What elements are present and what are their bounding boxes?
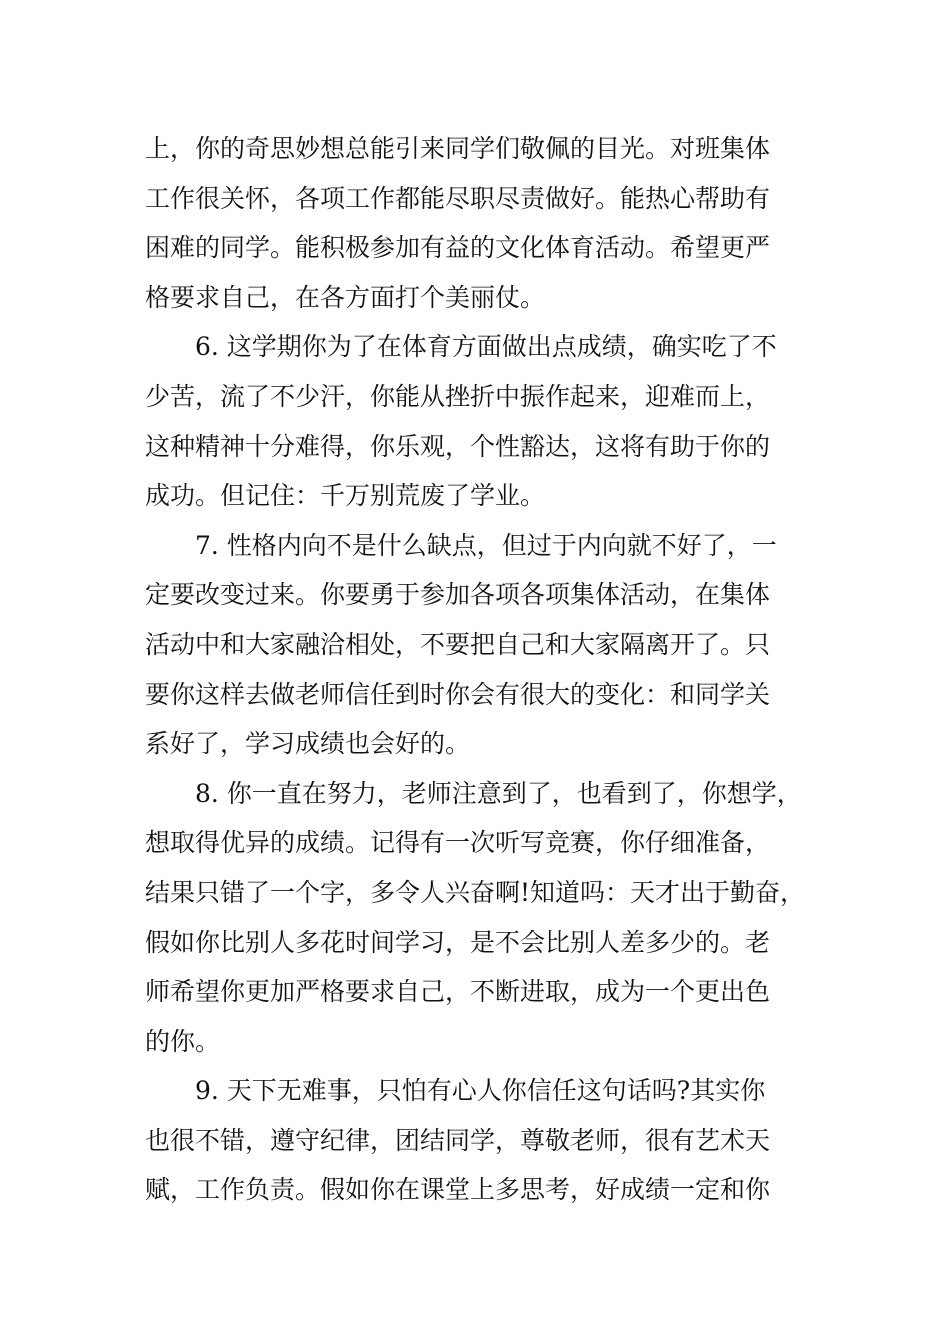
text-line: 想取得优异的成绩。记得有一次听写竞赛，你仔细准备， bbox=[145, 828, 771, 858]
paragraph-7 bbox=[145, 521, 825, 769]
document-body bbox=[145, 124, 825, 1215]
text-line: 困难的同学。能积极参加有益的文化体育活动。希望更严 bbox=[145, 233, 771, 263]
text-line: 的你。 bbox=[145, 1026, 221, 1056]
text-line: 师希望你更加严格要求自己，不断进取，成为一个更出色 bbox=[145, 977, 771, 1007]
paragraph-6 bbox=[145, 322, 825, 520]
paragraph-8 bbox=[145, 769, 825, 1067]
text-line: 6. 这学期你为了在体育方面做出点成绩，确实吃了不 bbox=[195, 332, 777, 362]
text-line: 8. 你一直在努力，老师注意到了，也看到了，你想学， bbox=[195, 778, 802, 808]
text-line: 定要改变过来。你要勇于参加各项各项集体活动，在集体 bbox=[145, 580, 771, 610]
text-line: 也很不错，遵守纪律，团结同学，尊敬老师，很有艺术天 bbox=[145, 1125, 771, 1155]
text-line: 这种精神十分难得，你乐观，个性豁达，这将有助于你的 bbox=[145, 431, 771, 461]
text-line: 假如你比别人多花时间学习，是不会比别人差多少的。老 bbox=[145, 927, 771, 957]
text-line: 活动中和大家融洽相处，不要把自己和大家隔离开了。只 bbox=[145, 629, 771, 659]
text-line: 格要求自己，在各方面打个美丽仗。 bbox=[145, 282, 546, 312]
text-line: 少苦，流了不少汗，你能从挫折中振作起来，迎难而上， bbox=[145, 381, 771, 411]
paragraph-9 bbox=[145, 1066, 825, 1215]
text-line: 系好了，学习成绩也会好的。 bbox=[145, 729, 471, 759]
text-line: 上，你的奇思妙想总能引来同学们敬佩的目光。对班集体 bbox=[145, 134, 771, 163]
text-line: 9. 天下无难事，只怕有心人你信任这句话吗?其实你 bbox=[195, 1076, 766, 1106]
text-line: 赋，工作负责。假如你在课堂上多思考，好成绩一定和你 bbox=[145, 1175, 771, 1205]
text-line: 结果只错了一个字，多令人兴奋啊!知道吗：天才出于勤奋， bbox=[145, 877, 806, 907]
paragraph-5-continuation bbox=[145, 124, 825, 322]
text-line: 要你这样去做老师信任到时你会有很大的变化：和同学关 bbox=[145, 679, 771, 709]
text-line: 7. 性格内向不是什么缺点，但过于内向就不好了，一 bbox=[195, 530, 777, 560]
text-line: 成功。但记住：千万别荒废了学业。 bbox=[145, 481, 546, 511]
text-line: 工作很关怀，各项工作都能尽职尽责做好。能热心帮助有 bbox=[145, 183, 771, 213]
